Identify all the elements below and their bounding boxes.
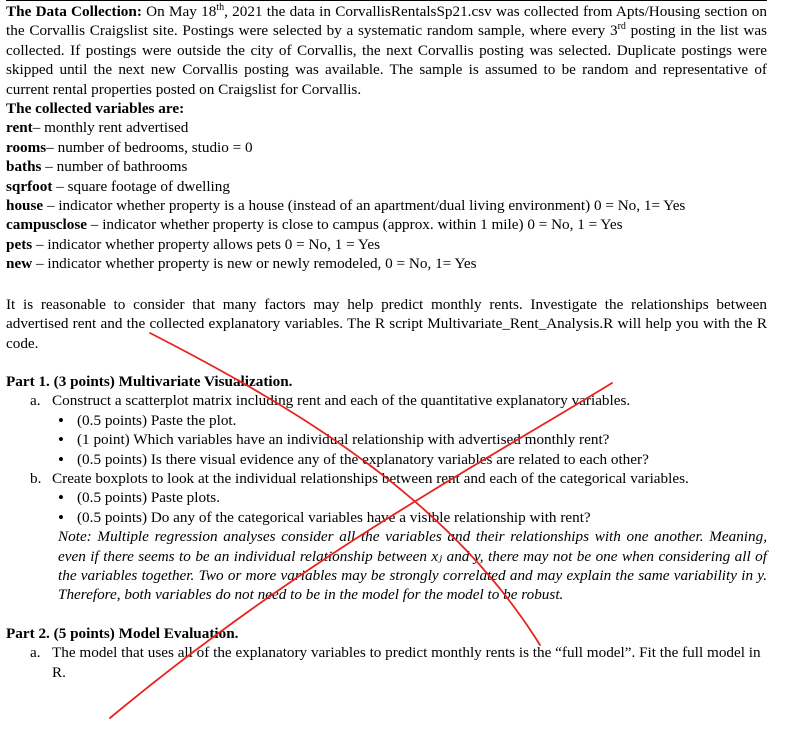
part1-item-a: a. Construct a scatterplot matrix including rent and each of the quantitative explanatory variables. <box>30 392 631 410</box>
part1-a-bullet: • (0.5 points) Is there visual evidence any of the explanatory variables are related to each other? <box>58 450 767 469</box>
data-collection-paragraph: The Data Collection: On May 18th, 2021 the data in CorvallisRentalsSp21.csv was collected from Apts/Housing section on the Corvallis Craigslist site. Postings were selected by a systematic random sample, where every 3rd posting in the list was collected. If postings were outside the city of Corvallis, the next Corvallis posting was selected. Duplicate postings were skipped until the next new Corvallis posting was available. The sample is assumed to be random and representative of current rental properties posted on Craigslist for Corvallis. <box>6 1 768 98</box>
part1-a-bullets <box>58 411 767 469</box>
data-collection-lead: The Data Collection: <box>6 3 142 20</box>
variable-house: house – indicator whether property is a house (instead of an apartment/dual living environment) 0 = No, 1= Yes <box>6 197 686 215</box>
variables-heading: The collected variables are: <box>6 100 185 118</box>
multiple-regression-note: Note: Multiple regression analyses consider all the variables and their relationships with one another. Meaning, even if there seems to be an individual relationship between xⱼ and y, there may not be one when considering all of the variables together. Two or more variables may be strongly correlated and may explain the same variability in y. Therefore, both variables do not need to be in the model for the model to be robust. <box>58 528 767 604</box>
part1-a-bullet: • (0.5 points) Paste the plot. <box>58 411 767 430</box>
variable-rooms: rooms– number of bedrooms, studio = 0 <box>6 138 253 156</box>
variable-rent: rent– monthly rent advertised <box>6 119 189 137</box>
part1-b-bullet: • (0.5 points) Paste plots. <box>58 488 767 507</box>
part2-title: Part 2. (5 points) Model Evaluation. <box>6 624 239 642</box>
variable-new: new – indicator whether property is new or newly remodeled, 0 = No, 1= Yes <box>6 255 477 273</box>
variable-baths: baths – number of bathrooms <box>6 158 188 176</box>
part1-a-bullet: • (1 point) Which variables have an individual relationship with advertised monthly rent? <box>58 430 767 449</box>
part2-a-text: The model that uses all of the explanatory variables to predict monthly rents is the “full model”. Fit the full model in R. <box>52 644 761 681</box>
part1-b-bullet: • (0.5 points) Do any of the categorical variables have a visible relationship with rent? <box>58 508 767 527</box>
variable-campusclose: campusclose – indicator whether property is close to campus (approx. within 1 mile) 0 = No, 1 = Yes <box>6 216 623 234</box>
variable-sqrfoot: sqrfoot – square footage of dwelling <box>6 177 230 195</box>
part2-item-a: a. The model that uses all of the explanatory variables to predict monthly rents is the “full model”. Fit the full model in R. <box>30 644 761 681</box>
document-page <box>6 0 767 682</box>
part1-b-bullets <box>58 488 767 527</box>
part1-b-text: Create boxplots to look at the individual relationships between rent and each of the categorical variables. <box>52 469 689 487</box>
investigation-paragraph: It is reasonable to consider that many factors may help predict monthly rents. Investigate the relationships between advertised rent and the collected explanatory variables. The R script Multivariate_Rent_Analysis.R will help you with the R code. <box>6 295 767 352</box>
part1-item-b: b. Create boxplots to look at the individual relationships between rent and each of the categorical variables. <box>30 469 689 487</box>
part1-title: Part 1. (3 points) Multivariate Visualization. <box>6 372 293 390</box>
variable-pets: pets – indicator whether property allows pets 0 = No, 1 = Yes <box>6 235 380 253</box>
part1-a-text: Construct a scatterplot matrix including rent and each of the quantitative explanatory variables. <box>52 392 631 410</box>
